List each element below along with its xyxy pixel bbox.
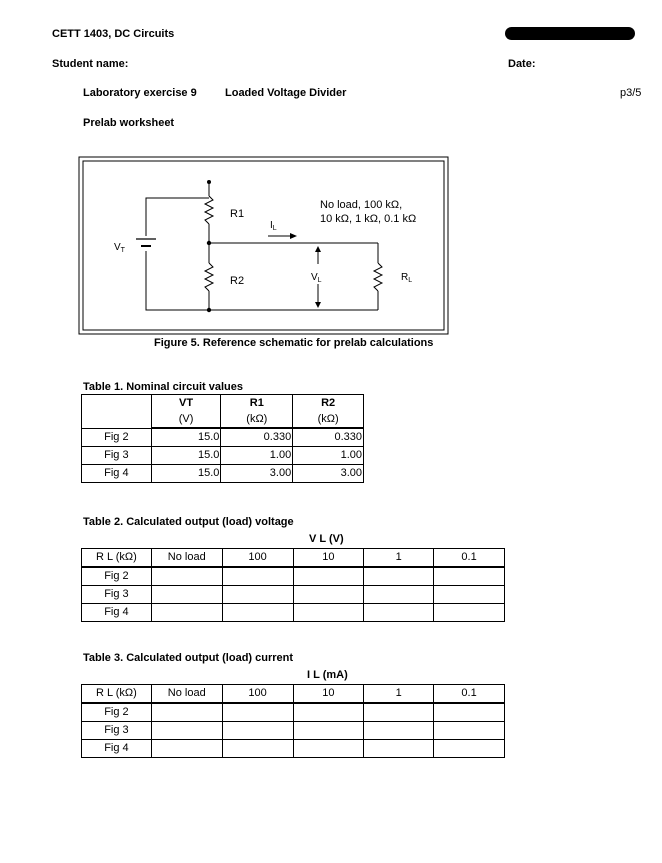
- worksheet-title: Prelab worksheet: [83, 117, 175, 129]
- il-label: $I_L$: [270, 220, 277, 232]
- course-title: CETT 1403, DC Circuits: [52, 28, 175, 40]
- table-cell: 0.330: [221, 428, 293, 447]
- table1-title: Table 1. Nominal circuit values: [83, 381, 243, 393]
- table-row: [82, 703, 505, 722]
- table-row: [82, 604, 505, 622]
- table-row: [82, 740, 505, 758]
- answer-cell[interactable]: [364, 604, 434, 622]
- table-cell: Fig 3: [82, 722, 152, 740]
- student-name-label: Student name:: [52, 58, 129, 70]
- table-row: [82, 447, 364, 465]
- table3-title: Table 3. Calculated output (load) current: [83, 652, 294, 664]
- table-cell: 1: [364, 685, 434, 704]
- answer-cell[interactable]: [364, 567, 434, 586]
- table-cell: No load: [151, 685, 222, 704]
- junction-node: [207, 241, 211, 245]
- answer-cell[interactable]: [434, 722, 505, 740]
- lab-number: Laboratory exercise 9: [83, 87, 197, 99]
- table2-title: Table 2. Calculated output (load) voltage: [83, 516, 294, 528]
- lab-title: Loaded Voltage Divider: [225, 87, 347, 99]
- table-row: [82, 428, 364, 447]
- answer-cell[interactable]: [293, 604, 364, 622]
- r1-label: R1: [230, 208, 245, 220]
- table-cell: No load: [151, 549, 222, 568]
- vl-arrow-down: [315, 302, 321, 308]
- answer-cell[interactable]: [434, 586, 505, 604]
- answer-cell[interactable]: [434, 740, 505, 758]
- rl-resistor: [374, 263, 382, 291]
- r2-label: R2: [230, 275, 245, 287]
- answer-cell[interactable]: [364, 722, 434, 740]
- table-cell: Fig 4: [82, 604, 152, 622]
- answer-cell[interactable]: [151, 722, 222, 740]
- table1-header-r2: R2: [293, 395, 364, 413]
- table-row: [82, 567, 505, 586]
- load-voltage-table: [81, 548, 505, 622]
- answer-cell[interactable]: [293, 586, 364, 604]
- table-cell: Fig 4: [82, 740, 152, 758]
- table-cell: Fig 2: [82, 703, 152, 722]
- answer-cell[interactable]: [222, 567, 293, 586]
- table1-unit-vt: (V): [151, 412, 221, 428]
- load-values-line2: 10 kΩ, 1 kΩ, 0.1 kΩ: [320, 213, 417, 225]
- answer-cell[interactable]: [293, 567, 364, 586]
- vl-arrow-up: [315, 246, 321, 252]
- load-values-line1: No load, 100 kΩ,: [320, 199, 403, 211]
- table-row: [82, 722, 505, 740]
- redacted-name: [505, 27, 635, 40]
- answer-cell[interactable]: [293, 703, 364, 722]
- table-cell: 10: [293, 685, 364, 704]
- table-cell: 15.0: [151, 465, 221, 483]
- table-cell: 10: [293, 549, 364, 568]
- vl-label: $V_L$: [311, 272, 322, 284]
- figure-border-inner: [83, 161, 444, 330]
- table2-header-row: [82, 549, 505, 568]
- answer-cell[interactable]: [364, 703, 434, 722]
- nominal-values-table: [81, 394, 364, 483]
- date-label: Date:: [508, 58, 536, 70]
- table1-corner: [82, 395, 152, 429]
- table1-header-row: [82, 395, 364, 413]
- table-cell: 1: [364, 549, 434, 568]
- vt-label: $V_T$: [114, 242, 125, 254]
- table-cell: R L (kΩ): [82, 685, 152, 704]
- table-cell: 3.00: [293, 465, 364, 483]
- answer-cell[interactable]: [364, 740, 434, 758]
- page-number: p3/5: [620, 87, 642, 99]
- r1-resistor: [205, 196, 213, 224]
- answer-cell[interactable]: [364, 586, 434, 604]
- answer-cell[interactable]: [151, 567, 222, 586]
- table-cell: R L (kΩ): [82, 549, 152, 568]
- answer-cell[interactable]: [151, 740, 222, 758]
- table3-header-row: [82, 685, 505, 704]
- wire-top-left: [146, 198, 209, 236]
- table1-unit-r2: (kΩ): [293, 412, 364, 428]
- table-cell: 0.1: [434, 685, 505, 704]
- table-cell: Fig 3: [82, 447, 152, 465]
- table-cell: 100: [222, 685, 293, 704]
- table2-quantity: V L (V): [309, 533, 344, 545]
- table-cell: 3.00: [221, 465, 293, 483]
- table-cell: 1.00: [293, 447, 364, 465]
- table1-header-vt: VT: [151, 395, 221, 413]
- answer-cell[interactable]: [434, 567, 505, 586]
- rl-label: $R_L$: [401, 272, 413, 284]
- answer-cell[interactable]: [293, 722, 364, 740]
- answer-cell[interactable]: [151, 586, 222, 604]
- table-cell: 15.0: [151, 428, 221, 447]
- table-cell: 15.0: [151, 447, 221, 465]
- table-cell: Fig 2: [82, 428, 152, 447]
- load-current-table: [81, 684, 505, 758]
- figure-border-outer: [79, 157, 448, 334]
- table1-header-r1: R1: [221, 395, 293, 413]
- answer-cell[interactable]: [434, 604, 505, 622]
- table-cell: 100: [222, 549, 293, 568]
- answer-cell[interactable]: [222, 740, 293, 758]
- figure-caption: Figure 5. Reference schematic for prelab calculations: [154, 337, 434, 349]
- answer-cell[interactable]: [434, 703, 505, 722]
- answer-cell[interactable]: [293, 740, 364, 758]
- table-cell: 0.330: [293, 428, 364, 447]
- answer-cell[interactable]: [222, 586, 293, 604]
- answer-cell[interactable]: [151, 604, 222, 622]
- table-row: [82, 465, 364, 483]
- table1-unit-r1: (kΩ): [221, 412, 293, 428]
- table-cell: 0.1: [434, 549, 505, 568]
- table-cell: Fig 2: [82, 567, 152, 586]
- il-arrow-head: [290, 233, 297, 239]
- table-cell: Fig 4: [82, 465, 152, 483]
- table-cell: Fig 3: [82, 586, 152, 604]
- table-cell: 1.00: [221, 447, 293, 465]
- answer-cell[interactable]: [222, 703, 293, 722]
- wire-bottom-left: [146, 251, 209, 310]
- table3-quantity: I L (mA): [307, 669, 348, 681]
- r2-resistor: [205, 263, 213, 291]
- table-row: [82, 586, 505, 604]
- answer-cell[interactable]: [151, 703, 222, 722]
- reference-schematic: [78, 156, 450, 336]
- answer-cell[interactable]: [222, 722, 293, 740]
- answer-cell[interactable]: [222, 604, 293, 622]
